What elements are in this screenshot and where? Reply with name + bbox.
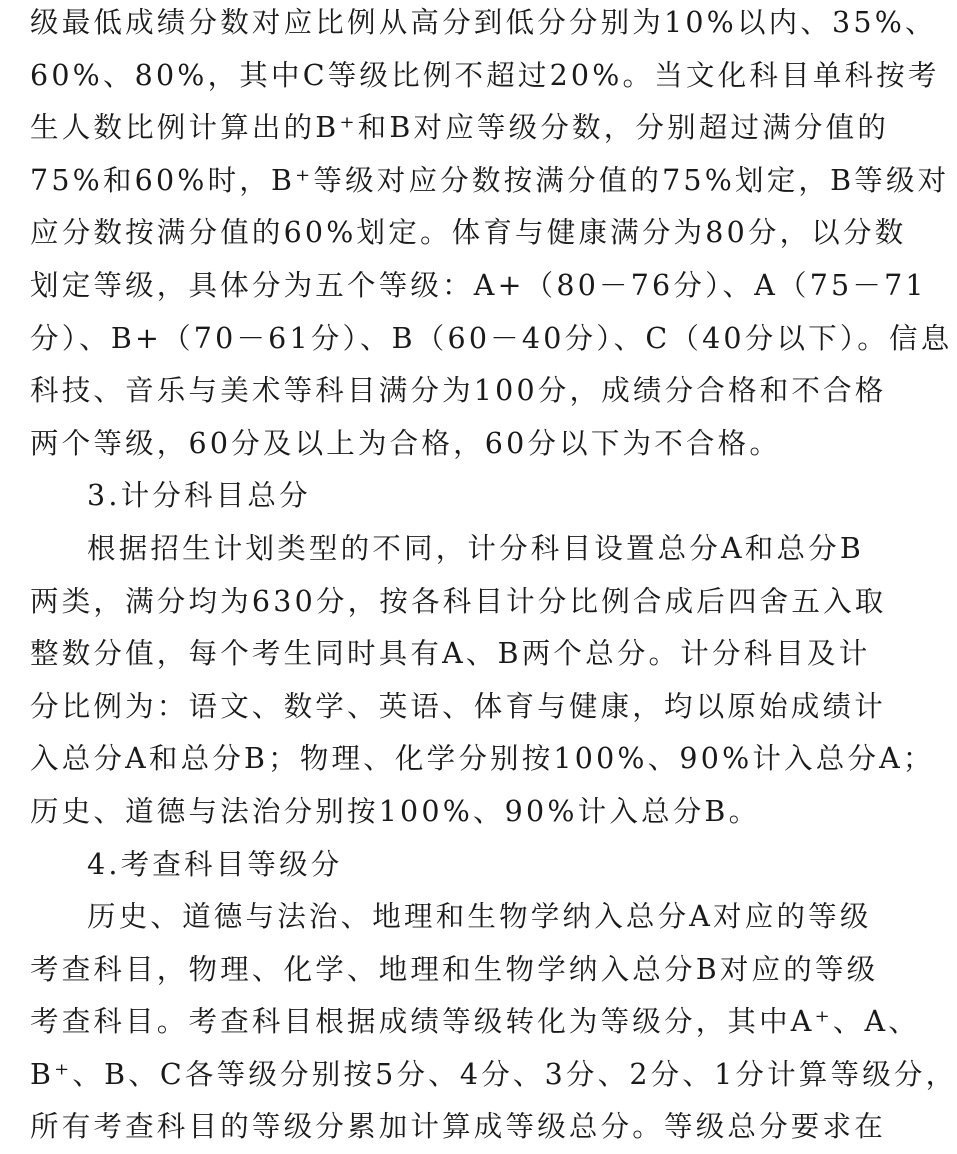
paragraph-line: 两类，满分均为630分，按各科目计分比例合成后四舍五入取 [30, 584, 887, 618]
paragraph-line: 整数分值，每个考生同时具有A、B两个总分。计分科目及计 [30, 637, 871, 671]
paragraph-line: 根据招生计划类型的不同，计分科目设置总分A和总分B [87, 531, 865, 565]
paragraph-line: 分比例为：语文、数学、英语、体育与健康，均以原始成绩计 [30, 689, 886, 723]
paragraph-line: 历史、道德与法治、地理和生物学纳入总分A对应的等级 [87, 900, 872, 934]
paragraph-line: 历史、道德与法治分别按100%、90%计入总分B。 [30, 794, 761, 828]
paragraph-line: 应分数按满分值的60%划定。体育与健康满分为80分，以分数 [30, 216, 907, 250]
paragraph-line: 75%和60%时，B⁺等级对应分数按满分值的75%划定，B等级对 [30, 163, 950, 197]
section-heading: 4.考查科目等级分 [87, 847, 343, 881]
paragraph-line: 划定等级，具体分为五个等级：A+（80－76分）、A（75－71 [30, 268, 927, 302]
paragraph-line: 级最低成绩分数对应比例从高分到低分分别为10%以内、35%、 [30, 6, 937, 39]
paragraph-line: 60%、80%，其中C等级比例不超过20%。当文化科目单科按考 [30, 58, 940, 92]
paragraph-line: 考查科目。考查科目根据成绩等级转化为等级分，其中A⁺、A、 [30, 1005, 921, 1039]
paragraph-line: 两个等级，60分及以上为合格，60分以下为不合格。 [30, 426, 782, 460]
paragraph-line: 分）、B+（70－61分）、B（60－40分）、C（40分以下）。信息 [30, 321, 953, 355]
paragraph-line: 科技、音乐与美术等科目满分为100分，成绩分合格和不合格 [30, 374, 887, 408]
paragraph-line: 所有考查科目的等级分累加计算成等级总分。等级总分要求在 [30, 1110, 886, 1144]
paragraph-line: 考查科目，物理、化学、地理和生物学纳入总分B对应的等级 [30, 952, 879, 986]
section-heading: 3.计分科目总分 [87, 479, 311, 513]
paragraph-line: B⁺、B、C各等级分别按5分、4分、3分、2分、1分计算等级分， [30, 1057, 957, 1091]
paragraph-line: 生人数比例计算出的B⁺和B对应等级分数，分别超过满分值的 [30, 111, 890, 145]
paragraph-line: 入总分A和总分B；物理、化学分别按100%、90%计入总分A； [30, 742, 935, 776]
document-page [30, 0, 957, 1154]
